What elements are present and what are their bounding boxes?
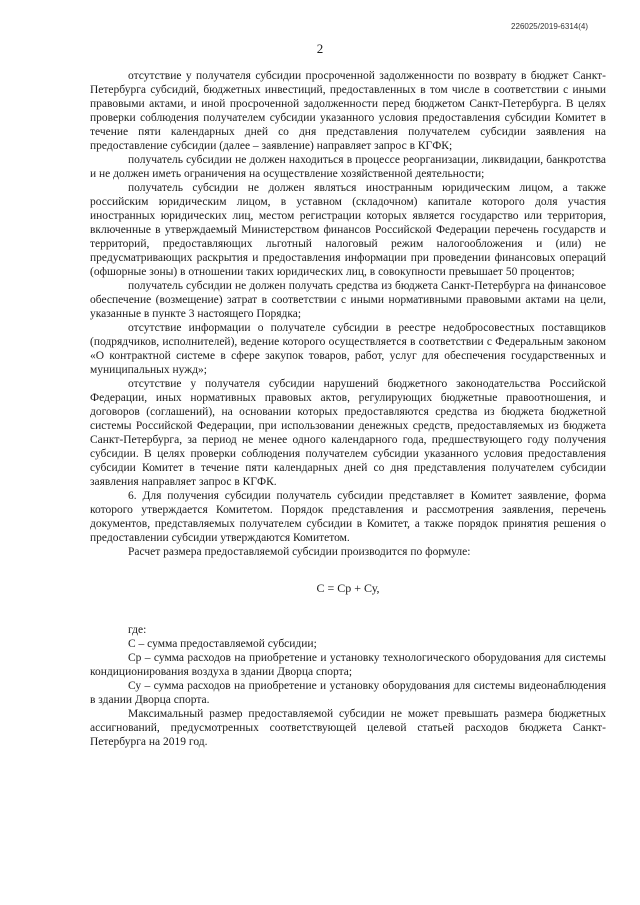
where-label: где: xyxy=(128,624,147,636)
paragraph-debt-condition: отсутствие у получателя субсидии просроченной задолженности по возврату в бюджет Санкт-Петербурга субсидий, бюджетных инвестиций, предоставленных в том числе в соответствии с иными правовыми актами, и иной просроченной задолженности перед бюджетом Санкт-Петербурга. В целях проверки соблюдения получателем субсидии указанного условия предоставления субсидии Комитет в течение пяти календарных дней со дня представления получателем субсидии заявления на предоставление субсидии (далее – заявление) направляет запрос в КГФК; xyxy=(90,70,606,152)
definition-cu: Су – сумма расходов на приобретение и установку оборудования для системы видеонаблюдения в здании Дворца спорта. xyxy=(90,680,606,706)
definition-c: С – сумма предоставляемой субсидии; xyxy=(128,638,317,650)
definition-cr: Ср – сумма расходов на приобретение и установку технологического оборудования для системы кондиционирования воздуха в здании Дворца спорта; xyxy=(90,652,606,678)
paragraph-item-6: 6. Для получения субсидии получатель субсидии представляет в Комитет заявление, форма которого утверждается Комитетом. Порядок представления и рассмотрения заявления, перечень документов, представляемых получателем субсидии в Комитет, а также порядок принятия решения о предоставлении субсидии утверждаются Комитетом. xyxy=(90,490,606,544)
paragraph-foreign-entity-condition: получатель субсидии не должен являться иностранным юридическим лицом, а также российским юридическим лицом, в уставном (складочном) капитале которого доля участия иностранных юридических лиц, местом регистрации которых является государство или территория, включенные в утверждаемый Министерством финансов Российской Федерации перечень государств и территорий, предоставляющих льготный налоговый режим налогообложения и (или) не предусматривающих раскрытия и предоставления информации при проведении финансовых операций (офшорные зоны) в отношении таких юридических лиц, в совокупности превышает 50 процентов; xyxy=(90,182,606,278)
paragraph-max-subsidy: Максимальный размер предоставляемой субсидии не может превышать размера бюджетных ассигнований, предусмотренных соответствующей целевой статьей расходов бюджета Санкт-Петербурга на 2019 год. xyxy=(90,708,606,748)
paragraph-unfair-suppliers-condition: отсутствие информации о получателе субсидии в реестре недобросовестных поставщиков (подрядчиков, исполнителей), ведение которого осуществляется в соответствии с Федеральным законом «О контрактной системе в сфере закупок товаров, работ, услуг для обеспечения государственных и муниципальных нужд»; xyxy=(90,322,606,376)
subsidy-formula: С = Ср + Су, xyxy=(316,581,380,595)
document-body xyxy=(90,69,606,749)
page-number: 2 xyxy=(316,41,324,56)
paragraph-budget-violations-condition: отсутствие у получателя субсидии нарушений бюджетного законодательства Российской Федерации, иных нормативных правовых актов, регулирующих бюджетные правоотношения, и договоров (соглашений), на основании которых предоставляются средства из бюджета бюджетной системы Российской Федерации, при использовании денежных средств, предоставляемых из бюджета Санкт-Петербурга, за период не менее одного календарного года, предшествующего году получения субсидии. В целях проверки соблюдения получателем субсидии указанного условия предоставления субсидии Комитет в течение пяти календарных дней со дня представления получателем субсидии заявления направляет запрос в КГФК. xyxy=(90,378,606,488)
paragraph-reorganization-condition: получатель субсидии не должен находиться в процессе реорганизации, ликвидации, банкротства и не должен иметь ограничения на осуществление хозяйственной деятельности; xyxy=(90,154,606,180)
paragraph-calculation-intro: Расчет размера предоставляемой субсидии производится по формуле: xyxy=(128,546,471,558)
paragraph-other-funds-condition: получатель субсидии не должен получать средства из бюджета Санкт-Петербурга на финансовое обеспечение (возмещение) затрат в соответствии с иными нормативными правовыми актами на цели, указанные в пункте 3 настоящего Порядка; xyxy=(90,280,606,320)
document-id: 226025/2019-6314(4) xyxy=(511,22,588,31)
